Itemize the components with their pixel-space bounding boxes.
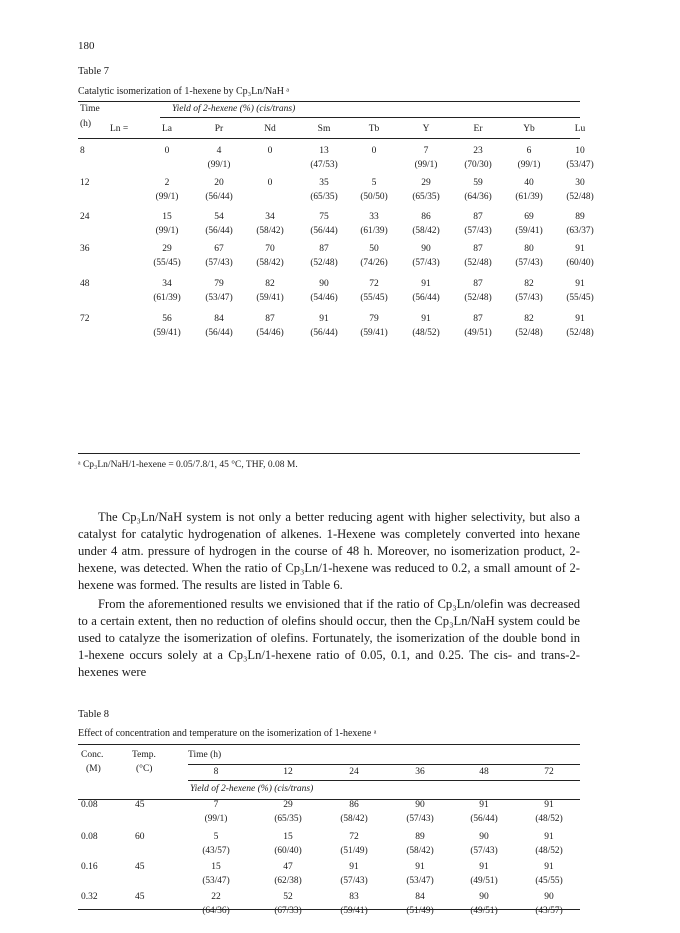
time-cell: 48 [80, 279, 90, 289]
table8-conc-unit: (M) [86, 764, 101, 774]
cis-trans-ratio: (52/48) [566, 328, 594, 338]
yield-cell: 90 [415, 800, 425, 810]
cis-trans-ratio: (61/39) [153, 293, 181, 303]
cis-trans-ratio: (60/40) [274, 846, 302, 856]
page-number: 180 [78, 40, 95, 52]
yield-cell: 29 [162, 244, 172, 254]
cis-trans-ratio: (67/33) [274, 906, 302, 916]
yield-cell: 91 [421, 279, 431, 289]
cis-trans-ratio: (56/44) [205, 192, 233, 202]
time-header-72: 72 [544, 767, 554, 777]
yield-cell: 15 [162, 212, 172, 222]
cis-trans-ratio: (58/42) [340, 814, 368, 824]
cis-trans-ratio: (56/44) [205, 226, 233, 236]
table8-top-rule [78, 744, 580, 745]
yield-cell: 72 [349, 832, 359, 842]
cis-trans-ratio: (99/1) [207, 160, 231, 170]
cis-trans-ratio: (61/39) [515, 192, 543, 202]
table8-yield-subrule [188, 780, 580, 781]
cis-trans-ratio: (64/36) [464, 192, 492, 202]
cis-trans-ratio: (57/43) [515, 293, 543, 303]
yield-cell: 80 [524, 244, 534, 254]
cis-trans-ratio: (65/35) [412, 192, 440, 202]
cis-trans-ratio: (99/1) [155, 226, 179, 236]
element-header-yb: Yb [523, 124, 535, 134]
time-header-36: 36 [415, 767, 425, 777]
cis-trans-ratio: (43/57) [535, 906, 563, 916]
yield-cell: 33 [369, 212, 379, 222]
cis-trans-ratio: (56/44) [310, 226, 338, 236]
yield-cell: 87 [473, 279, 483, 289]
table7-top-rule [78, 101, 580, 102]
yield-cell: 82 [265, 279, 275, 289]
cis-trans-ratio: (99/1) [155, 192, 179, 202]
cis-trans-ratio: (57/43) [340, 876, 368, 886]
cis-trans-ratio: (48/52) [535, 846, 563, 856]
yield-cell: 90 [479, 832, 489, 842]
conc-cell: 0.08 [81, 800, 98, 810]
yield-cell: 0 [164, 146, 170, 156]
cis-trans-ratio: (53/47) [202, 876, 230, 886]
cis-trans-ratio: (63/37) [566, 226, 594, 236]
cis-trans-ratio: (58/42) [256, 226, 284, 236]
table7-label: Table 7 [78, 66, 110, 77]
yield-cell: 40 [524, 178, 534, 188]
cis-trans-ratio: (53/47) [205, 293, 233, 303]
yield-cell: 91 [544, 862, 554, 872]
yield-cell: 6 [526, 146, 532, 156]
yield-cell: 2 [164, 178, 170, 188]
element-header-er: Er [473, 124, 483, 134]
cis-trans-ratio: (52/48) [515, 328, 543, 338]
yield-cell: 29 [421, 178, 431, 188]
yield-cell: 91 [575, 314, 585, 324]
cis-trans-ratio: (49/51) [470, 906, 498, 916]
conc-cell: 0.16 [81, 862, 98, 872]
cis-trans-ratio: (51/49) [340, 846, 368, 856]
yield-cell: 91 [575, 279, 585, 289]
time-cell: 12 [80, 178, 90, 188]
cis-trans-ratio: (45/55) [535, 876, 563, 886]
cis-trans-ratio: (56/44) [470, 814, 498, 824]
yield-cell: 72 [369, 279, 379, 289]
cis-trans-ratio: (51/49) [406, 906, 434, 916]
yield-cell: 84 [415, 892, 425, 902]
time-header-48: 48 [479, 767, 489, 777]
element-header-tb: Tb [368, 124, 380, 134]
cis-trans-ratio: (43/57) [202, 846, 230, 856]
cis-trans-ratio: (70/30) [464, 160, 492, 170]
cis-trans-ratio: (59/41) [153, 328, 181, 338]
temp-cell: 45 [135, 862, 145, 872]
yield-cell: 30 [575, 178, 585, 188]
table7-time-unit: (h) [80, 119, 92, 129]
cis-trans-ratio: (74/26) [360, 258, 388, 268]
yield-cell: 91 [479, 862, 489, 872]
temp-cell: 60 [135, 832, 145, 842]
element-header-y: Y [422, 124, 430, 134]
yield-cell: 91 [544, 800, 554, 810]
yield-cell: 34 [265, 212, 275, 222]
table7-caption: Catalytic isomerization of 1-hexene by Cp₃Ln/NaH ᵃ [78, 86, 290, 97]
table7-yield-header: Yield of 2-hexene (%) (cis/trans) [172, 104, 296, 114]
yield-cell: 10 [575, 146, 585, 156]
yield-cell: 7 [213, 800, 219, 810]
element-header-sm: Sm [317, 124, 331, 134]
element-header-lu: Lu [574, 124, 586, 134]
cis-trans-ratio: (59/41) [515, 226, 543, 236]
yield-cell: 89 [415, 832, 425, 842]
table7-footnote: ᵃ Cp₃Ln/NaH/1-hexene = 0.05/7.8/1, 45 °C, THF, 0.08 M. [78, 460, 298, 470]
yield-cell: 87 [473, 212, 483, 222]
yield-cell: 84 [214, 314, 224, 324]
table7-header-subrule [160, 117, 580, 118]
yield-cell: 83 [349, 892, 359, 902]
yield-cell: 47 [283, 862, 293, 872]
table8-header-bottom-rule [78, 799, 580, 800]
cis-trans-ratio: (58/42) [412, 226, 440, 236]
yield-cell: 91 [421, 314, 431, 324]
yield-cell: 13 [319, 146, 329, 156]
cis-trans-ratio: (59/41) [340, 906, 368, 916]
yield-cell: 29 [283, 800, 293, 810]
body-paragraph-1: The Cp₃Ln/NaH system is not only a better reducing agent with higher selectivity, but also a catalyst for catalytic hydrogenation of alkenes. 1-Hexene was completely converted into hexane under 4 atm. pressure of hydrogen in the course of 48 h. Moreover, no isomerization product, 2-hexene, was detected. When the ratio of Cp₃Ln/1-hexene was reduced to 0.2, a small amount of 2-hexene was formed. The results are listed in Table 6. [78, 510, 580, 592]
cis-trans-ratio: (52/48) [566, 192, 594, 202]
cis-trans-ratio: (57/43) [470, 846, 498, 856]
cis-trans-ratio: (52/48) [464, 258, 492, 268]
yield-cell: 75 [319, 212, 329, 222]
yield-cell: 91 [575, 244, 585, 254]
table8-time-subrule [188, 764, 580, 765]
cis-trans-ratio: (55/45) [360, 293, 388, 303]
yield-cell: 67 [214, 244, 224, 254]
yield-cell: 23 [473, 146, 483, 156]
cis-trans-ratio: (99/1) [414, 160, 438, 170]
yield-cell: 86 [421, 212, 431, 222]
yield-cell: 86 [349, 800, 359, 810]
yield-cell: 91 [415, 862, 425, 872]
cis-trans-ratio: (64/36) [202, 906, 230, 916]
yield-cell: 82 [524, 314, 534, 324]
yield-cell: 87 [473, 314, 483, 324]
yield-cell: 54 [214, 212, 224, 222]
cis-trans-ratio: (55/45) [566, 293, 594, 303]
cis-trans-ratio: (52/48) [464, 293, 492, 303]
cis-trans-ratio: (99/1) [517, 160, 541, 170]
cis-trans-ratio: (60/40) [566, 258, 594, 268]
yield-cell: 15 [283, 832, 293, 842]
table8-temp-header: Temp. [132, 750, 156, 760]
yield-cell: 79 [214, 279, 224, 289]
cis-trans-ratio: (53/47) [406, 876, 434, 886]
cis-trans-ratio: (49/51) [470, 876, 498, 886]
yield-cell: 5 [213, 832, 219, 842]
element-header-la: La [161, 124, 173, 134]
time-cell: 8 [80, 146, 85, 156]
cis-trans-ratio: (53/47) [566, 160, 594, 170]
cis-trans-ratio: (54/46) [310, 293, 338, 303]
table8-caption: Effect of concentration and temperature on the isomerization of 1-hexene ᵃ [78, 728, 377, 739]
yield-cell: 5 [371, 178, 377, 188]
cis-trans-ratio: (56/44) [205, 328, 233, 338]
table7-ln-label: Ln = [110, 124, 129, 134]
body-paragraph-2: From the aforementioned results we envisioned that if the ratio of Cp₃Ln/olefin was decreased to a certain extent, then no reduction of olefins should occur, then the Cp₃Ln/NaH system could be used to catalyze the isomerization of olefins. Fortunately, the isomerization of the double bond in 1-hexene occurs solely at a Cp₃Ln/1-hexene ratio of 0.05, 0.1, and 0.25. The cis- and trans-2-hexenes were [78, 597, 580, 679]
yield-cell: 91 [349, 862, 359, 872]
cis-trans-ratio: (47/53) [310, 160, 338, 170]
table8-bottom-rule [78, 909, 580, 910]
yield-cell: 90 [479, 892, 489, 902]
cis-trans-ratio: (56/44) [310, 328, 338, 338]
cis-trans-ratio: (48/52) [412, 328, 440, 338]
time-header-12: 12 [283, 767, 293, 777]
yield-cell: 0 [267, 146, 273, 156]
yield-cell: 59 [473, 178, 483, 188]
yield-cell: 90 [544, 892, 554, 902]
yield-cell: 52 [283, 892, 293, 902]
yield-cell: 91 [544, 832, 554, 842]
yield-cell: 91 [479, 800, 489, 810]
yield-cell: 0 [267, 178, 273, 188]
yield-cell: 90 [319, 279, 329, 289]
table8-temp-unit: (°C) [136, 764, 153, 774]
yield-cell: 22 [211, 892, 221, 902]
cis-trans-ratio: (58/42) [256, 258, 284, 268]
cis-trans-ratio: (49/51) [464, 328, 492, 338]
cis-trans-ratio: (57/43) [205, 258, 233, 268]
cis-trans-ratio: (57/43) [464, 226, 492, 236]
table7-header-bottom-rule [78, 138, 580, 139]
yield-cell: 34 [162, 279, 172, 289]
cis-trans-ratio: (57/43) [412, 258, 440, 268]
time-cell: 24 [80, 212, 90, 222]
cis-trans-ratio: (54/46) [256, 328, 284, 338]
yield-cell: 87 [319, 244, 329, 254]
table8-yield-header: Yield of 2-hexene (%) (cis/trans) [190, 784, 314, 794]
yield-cell: 79 [369, 314, 379, 324]
yield-cell: 69 [524, 212, 534, 222]
yield-cell: 70 [265, 244, 275, 254]
yield-cell: 4 [216, 146, 222, 156]
yield-cell: 82 [524, 279, 534, 289]
temp-cell: 45 [135, 892, 145, 902]
table8-time-header: Time (h) [188, 750, 222, 760]
temp-cell: 45 [135, 800, 145, 810]
element-header-pr: Pr [214, 124, 224, 134]
cis-trans-ratio: (57/43) [515, 258, 543, 268]
table7-bottom-rule [78, 453, 580, 454]
yield-cell: 35 [319, 178, 329, 188]
conc-cell: 0.08 [81, 832, 98, 842]
element-header-nd: Nd [264, 124, 276, 134]
cis-trans-ratio: (55/45) [153, 258, 181, 268]
yield-cell: 0 [371, 146, 377, 156]
cis-trans-ratio: (99/1) [204, 814, 228, 824]
cis-trans-ratio: (52/48) [310, 258, 338, 268]
cis-trans-ratio: (61/39) [360, 226, 388, 236]
yield-cell: 7 [423, 146, 429, 156]
cis-trans-ratio: (59/41) [256, 293, 284, 303]
cis-trans-ratio: (62/38) [274, 876, 302, 886]
table8-label: Table 8 [78, 709, 110, 720]
time-cell: 72 [80, 314, 90, 324]
yield-cell: 56 [162, 314, 172, 324]
cis-trans-ratio: (65/35) [274, 814, 302, 824]
cis-trans-ratio: (57/43) [406, 814, 434, 824]
table8-conc-header: Conc. [81, 750, 104, 760]
cis-trans-ratio: (65/35) [310, 192, 338, 202]
cis-trans-ratio: (48/52) [535, 814, 563, 824]
cis-trans-ratio: (50/50) [360, 192, 388, 202]
time-cell: 36 [80, 244, 90, 254]
time-header-24: 24 [349, 767, 359, 777]
yield-cell: 20 [214, 178, 224, 188]
yield-cell: 87 [473, 244, 483, 254]
yield-cell: 15 [211, 862, 221, 872]
cis-trans-ratio: (59/41) [360, 328, 388, 338]
yield-cell: 91 [319, 314, 329, 324]
time-header-8: 8 [213, 767, 219, 777]
cis-trans-ratio: (56/44) [412, 293, 440, 303]
conc-cell: 0.32 [81, 892, 98, 902]
cis-trans-ratio: (58/42) [406, 846, 434, 856]
table7-time-header: Time [80, 104, 100, 114]
yield-cell: 87 [265, 314, 275, 324]
yield-cell: 90 [421, 244, 431, 254]
yield-cell: 50 [369, 244, 379, 254]
yield-cell: 89 [575, 212, 585, 222]
